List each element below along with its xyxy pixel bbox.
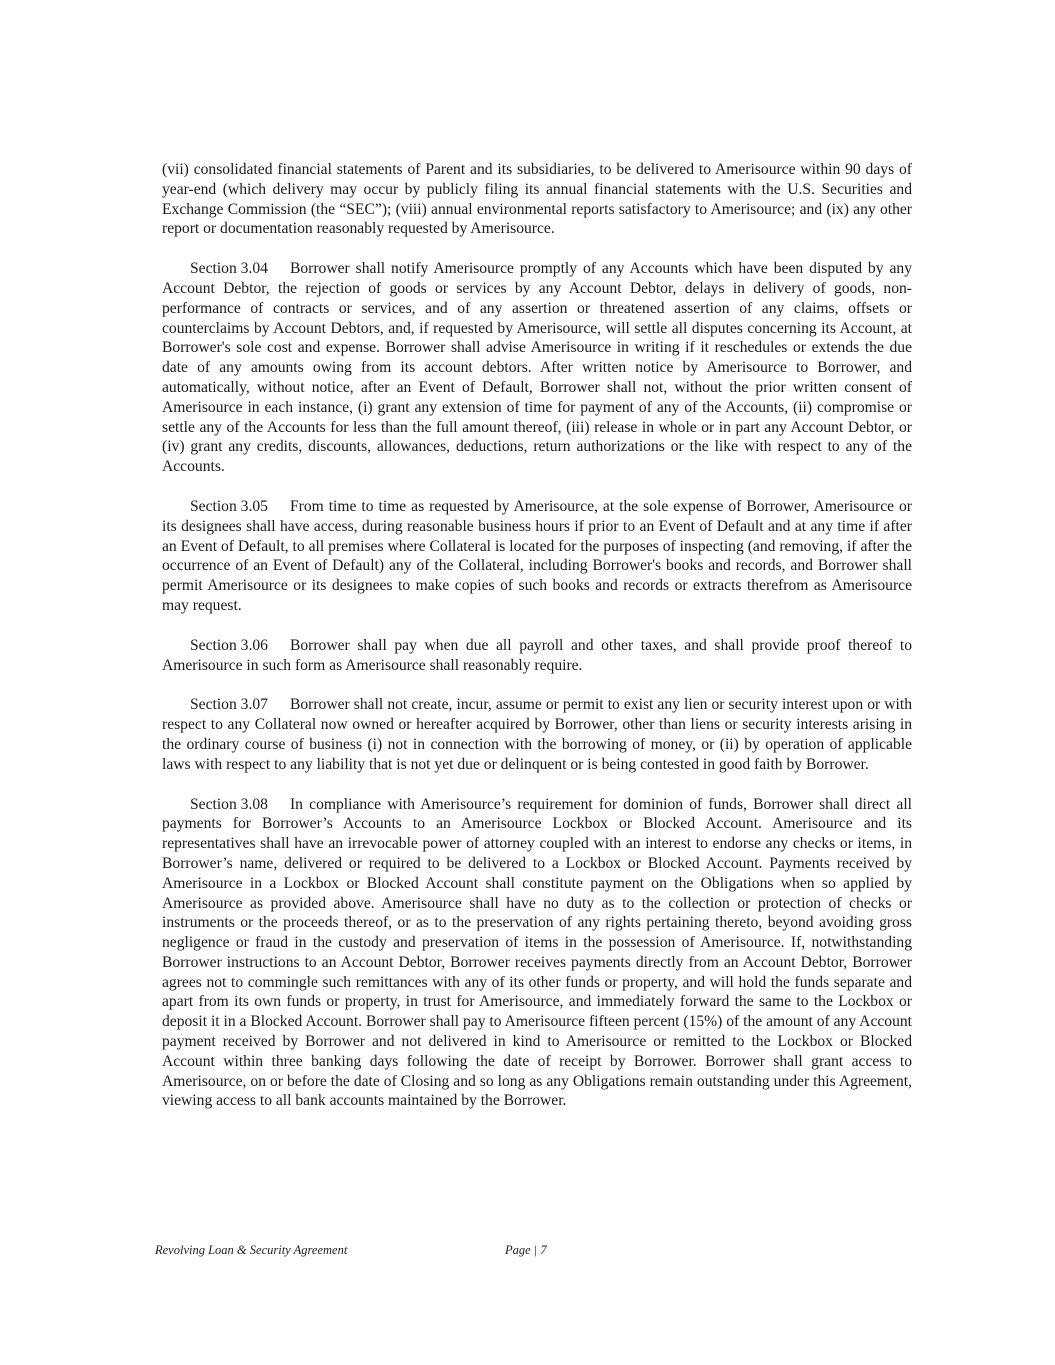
section-3-05-paragraph xyxy=(162,497,912,616)
section-3-08-label: Section 3.08 xyxy=(190,795,268,813)
footer-page-number: Page | 7 xyxy=(505,1243,547,1257)
section-3-05-text: From time to time as requested by Amerisource, at the sole expense of Borrower, Amerisource or its designees shall have access, during reasonable business hours if prior to an Event of Default and at any time if after an Event of Default, to all premises where Collateral is located for the purposes of inspecting (and removing, if after the occurrence of an Event of Default) any of the Collateral, including Borrower's books and records, and Borrower shall permit Amerisource or its designees to make copies of such books and records or extracts therefrom as Amerisource may request. xyxy=(162,497,912,614)
section-3-07-label: Section 3.07 xyxy=(190,696,268,714)
section-3-04-label: Section 3.04 xyxy=(190,260,268,278)
section-3-07-paragraph xyxy=(162,695,912,774)
section-3-04-text: Borrower shall notify Amerisource promptly of any Accounts which have been disputed by any Account Debtor, the rejection of goods or services by any Account Debtor, delays in delivery of goods, non-performance of contracts or services, and of any assertion or threatened assertion of any claims, offsets or counterclaims by Account Debtors, and, if requested by Amerisource, will settle all disputes concerning its Account, at Borrower's sole cost and expense. Borrower shall advise Amerisource in writing if it reschedules or extends the due date of any amounts owing from its account debtors. After written notice by Amerisource to Borrower, and automatically, without notice, after an Event of Default, Borrower shall not, without the prior written consent of Amerisource in each instance, (i) grant any extension of time for payment of any of the Accounts, (ii) compromise or settle any of the Accounts for less than the full amount thereof, (iii) release in whole or in part any Account Debtor, or (iv) grant any credits, discounts, allowances, deductions, return authorizations or the like with respect to any of the Accounts. xyxy=(162,260,912,476)
section-3-08-paragraph xyxy=(162,795,912,1112)
footer-document-title: Revolving Loan & Security Agreement xyxy=(155,1243,348,1257)
section-3-07-text: Borrower shall not create, incur, assume or permit to exist any lien or security interest upon or with respect to any Collateral now owned or hereafter acquired by Borrower, other than liens or security interests arising in the ordinary course of business (i) not in connection with the borrowing of money, or (ii) by operation of applicable laws with respect to any liability that is not yet due or delinquent or is being contested in good faith by Borrower. xyxy=(162,696,912,773)
section-3-06-text: Borrower shall pay when due all payroll and other taxes, and shall provide proof thereof to Amerisource in such form as Amerisource shall reasonably require. xyxy=(162,636,912,674)
section-3-06-label: Section 3.06 xyxy=(190,636,268,654)
section-3-04-paragraph xyxy=(162,259,912,477)
document-body xyxy=(162,160,912,1131)
section-3-08-text: In compliance with Amerisource’s requirement for dominion of funds, Borrower shall direct all payments for Borrower’s Accounts to an Amerisource Lockbox or Blocked Account. Amerisource and its representatives shall have an irrevocable power of attorney coupled with an interest to endorse any checks or items, in Borrower’s name, delivered or required to be delivered to a Lockbox or Blocked Account. Payments received by Amerisource in a Lockbox or Blocked Account shall constitute payment on the Obligations when so applied by Amerisource as provided above. Amerisource shall have no duty as to the collection or protection of checks or instruments or the proceeds thereof, or as to the preservation of any rights pertaining thereto, beyond avoiding gross negligence or fraud in the custody and preservation of items in the possession of Amerisource. If, notwithstanding Borrower instructions to an Account Debtor, Borrower receives payments directly from an Account Debtor, Borrower agrees not to commingle such remittances with any of its other funds or property, and will hold the funds separate and apart from its own funds or property, in trust for Amerisource, and immediately forward the same to the Lockbox or deposit it in a Blocked Account. Borrower shall pay to Amerisource fifteen percent (15%) of the amount of any Account payment received by Borrower and not delivered in kind to Amerisource or remitted to the Lockbox or Blocked Account within three banking days following the date of receipt by Borrower. Borrower shall grant access to Amerisource, on or before the date of Closing and so long as any Obligations remain outstanding under this Agreement, viewing access to all bank accounts maintained by the Borrower. xyxy=(162,795,913,1110)
section-3-05-label: Section 3.05 xyxy=(190,497,268,515)
section-3-06-paragraph xyxy=(162,636,912,676)
intro-paragraph: (vii) consolidated financial statements of Parent and its subsidiaries, to be delivered to Amerisource within 90 days of year-end (which delivery may occur by publicly filing its annual financial statements with the U.S. Securities and Exchange Commission (the “SEC”); (viii) annual environmental reports satisfactory to Amerisource; and (ix) any other report or documentation reasonably requested by Amerisource. xyxy=(162,161,912,238)
